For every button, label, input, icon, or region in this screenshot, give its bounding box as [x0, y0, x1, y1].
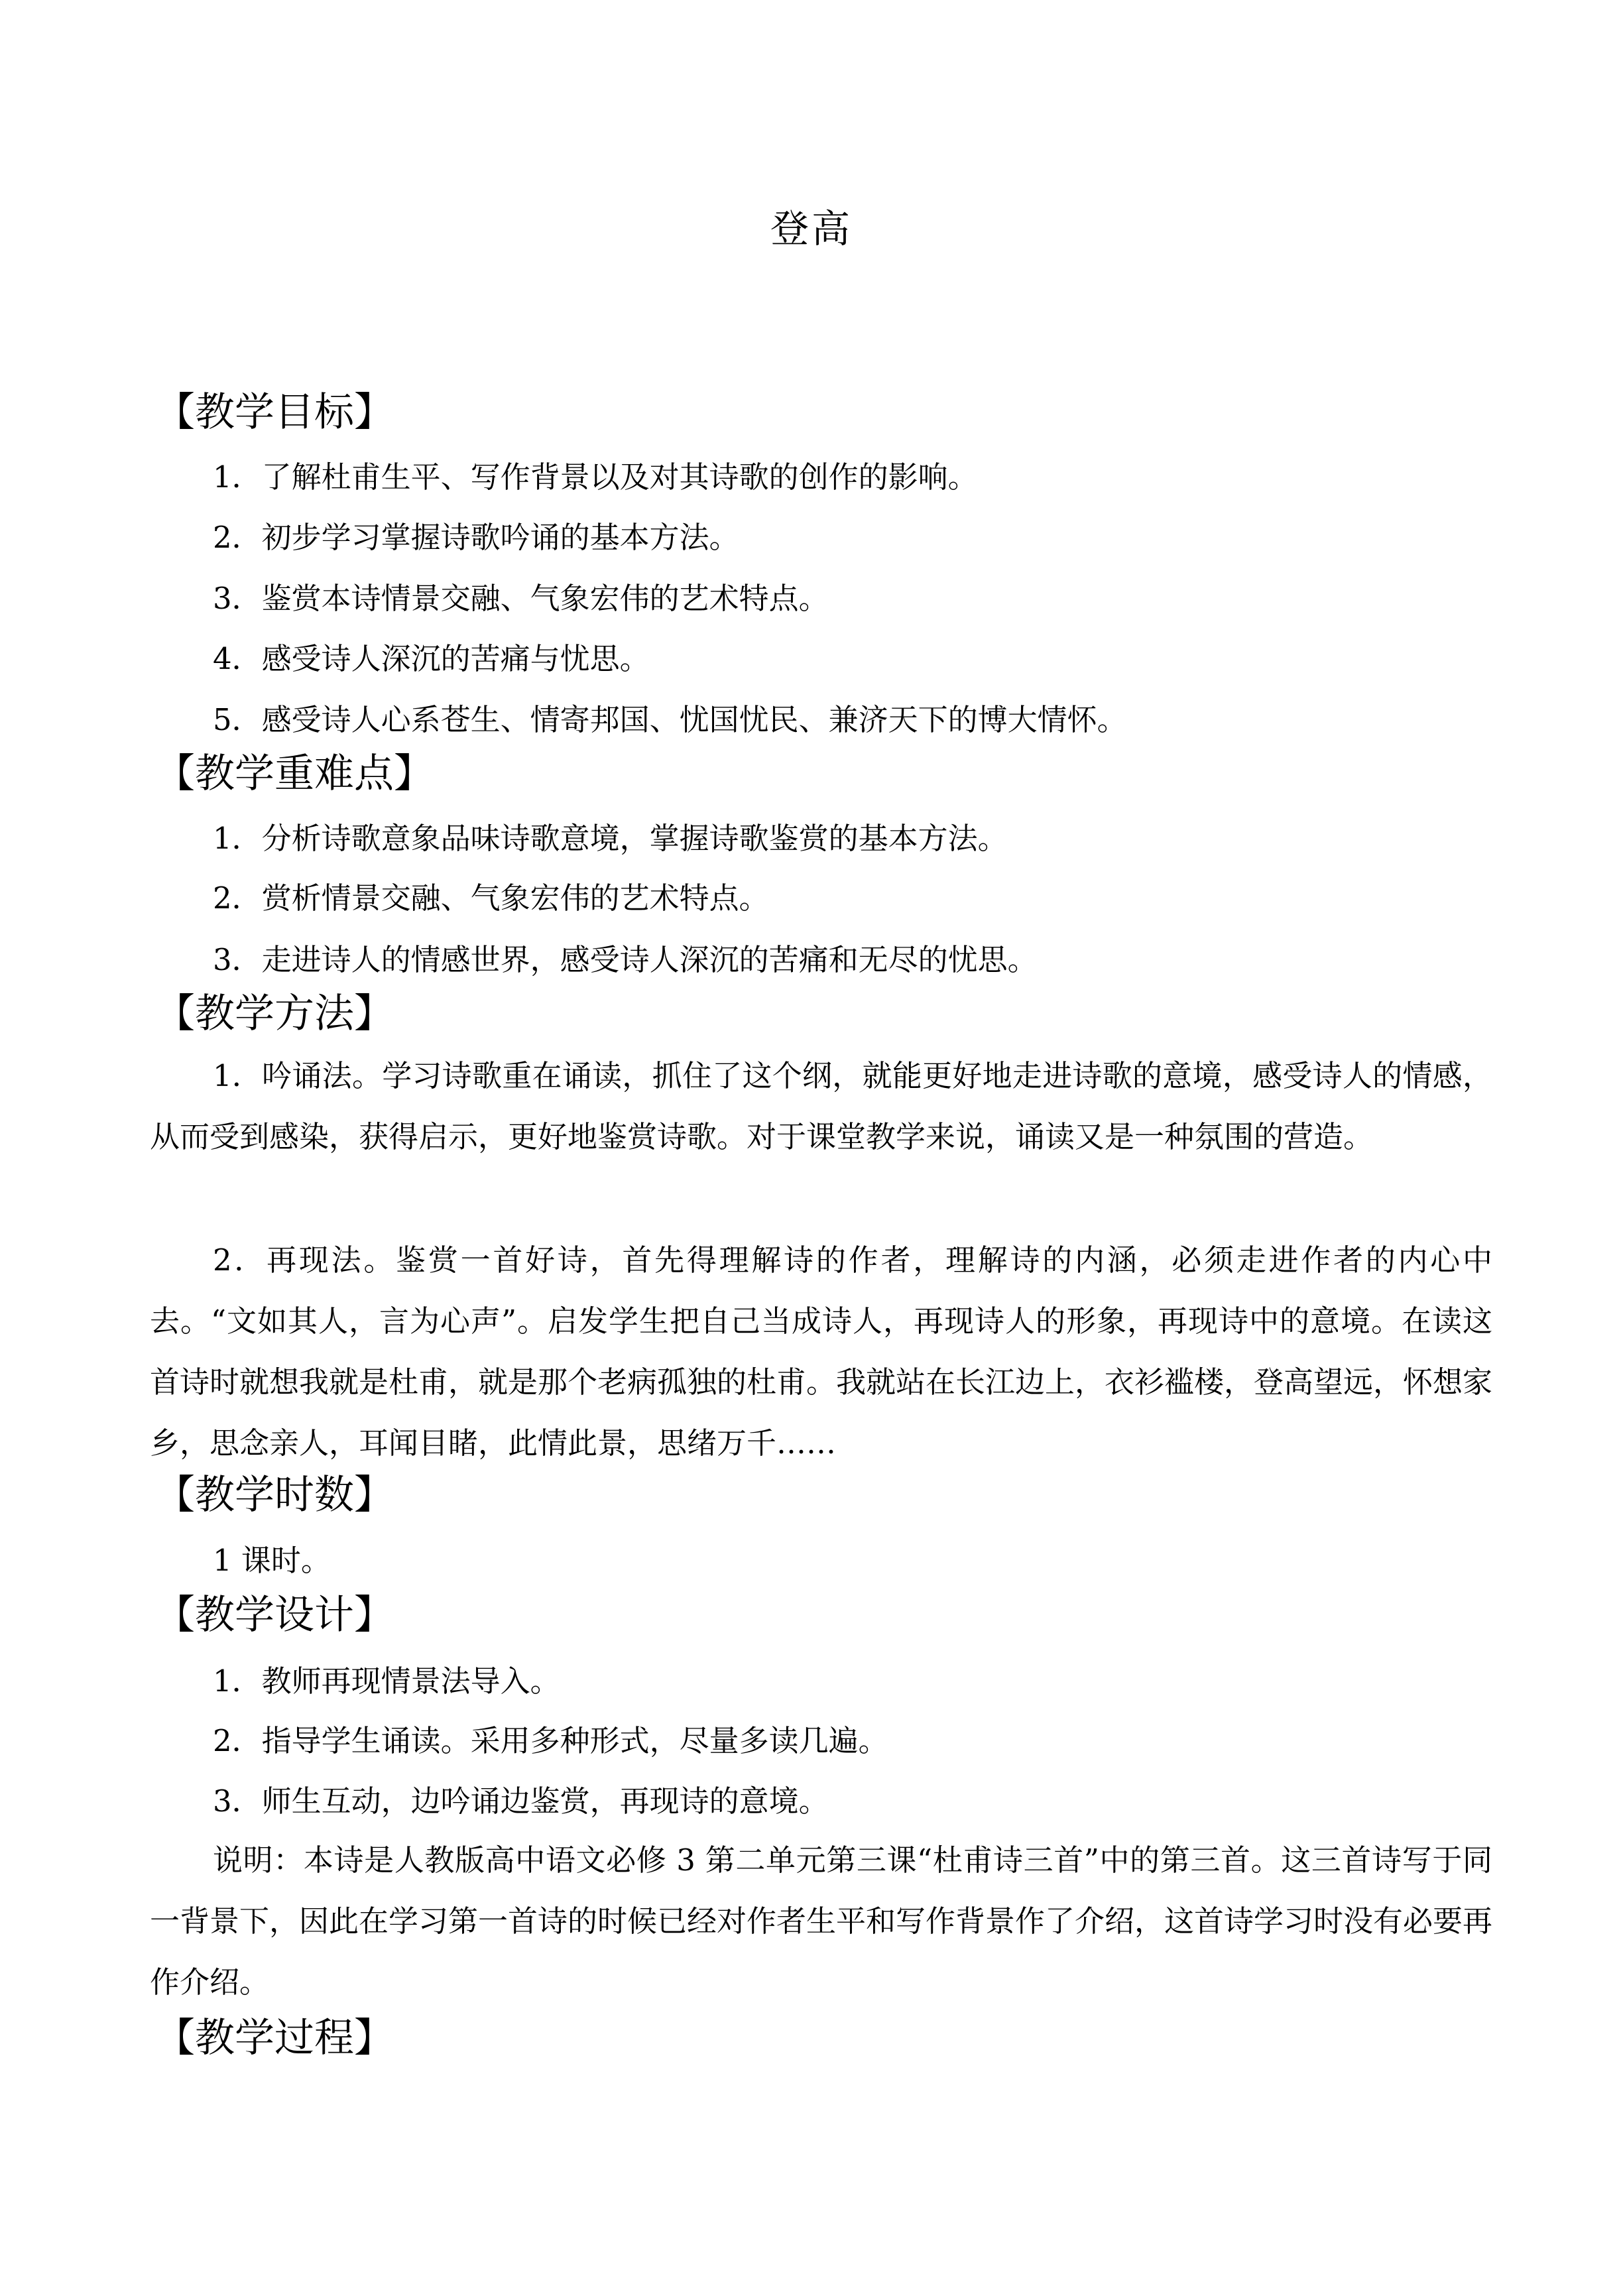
goal-item: 2．初步学习掌握诗歌吟诵的基本方法。: [213, 520, 739, 555]
goal-item: 4．感受诗人深沉的苦痛与忧思。: [213, 641, 650, 676]
key-point-item: 3．走进诗人的情感世界，感受诗人深沉的苦痛和无尽的忧思。: [213, 942, 1038, 977]
heading-key-points: 【教学重难点】: [155, 751, 434, 797]
hours-text: 1 课时。: [213, 1543, 331, 1578]
design-item: 3．师生互动，边吟诵边鉴赏，再现诗的意境。: [213, 1783, 829, 1819]
heading-teaching-design: 【教学设计】: [155, 1592, 394, 1638]
design-note-paragraph: 说明：本诗是人教版高中语文必修 3 第二单元第三课“杜甫诗三首”中的第三首。这三首诗写于同一背景下，因此在学习第一首诗的时候已经对作者生平和写作背景作了介绍，这首诗学习时没有必要再作介绍。: [150, 1843, 1493, 2000]
key-point-item: 1．分析诗歌意象品味诗歌意境，掌握诗歌鉴赏的基本方法。: [213, 821, 1008, 856]
goal-item: 1．了解杜甫生平、写作背景以及对其诗歌的创作的影响。: [213, 459, 978, 495]
design-item: 1．教师再现情景法导入。: [213, 1663, 560, 1699]
method-paragraph-recitation: 1．吟诵法。学习诗歌重在诵读，抓住了这个纲，就能更好地走进诗歌的意境，感受诗人的情感，从而受到感染，获得启示，更好地鉴赏诗歌。对于课堂教学来说，诵读又是一种氛围的营造。: [150, 1058, 1492, 1154]
heading-teaching-goals: 【教学目标】: [155, 389, 394, 436]
design-item: 2．指导学生诵读。采用多种形式，尽量多读几遍。: [213, 1723, 888, 1758]
goal-item: 5．感受诗人心系苍生、情寄邦国、忧国忧民、兼济天下的博大情怀。: [213, 702, 1127, 737]
heading-teaching-hours: 【教学时数】: [155, 1472, 394, 1518]
method-paragraph-reenactment: 2．再现法。鉴赏一首好诗，首先得理解诗的作者，理解诗的内涵，必须走进作者的内心中去。“文如其人，言为心声”。启发学生把自己当成诗人，再现诗人的形象，再现诗中的意境。在读这首诗时就想我就是杜甫，就是那个老病孤独的杜甫。我就站在长江边上，衣衫褴楼，登高望远，怀想家乡，思念亲人，耳闻目睹，此情此景，思绪万千……: [150, 1242, 1493, 1461]
heading-teaching-methods: 【教学方法】: [155, 991, 394, 1037]
key-point-item: 2．赏析情景交融、气象宏伟的艺术特点。: [213, 880, 769, 916]
goal-item: 3．鉴赏本诗情景交融、气象宏伟的艺术特点。: [213, 581, 829, 616]
heading-teaching-process: 【教学过程】: [155, 2015, 394, 2061]
page-title: 登高: [770, 206, 853, 251]
